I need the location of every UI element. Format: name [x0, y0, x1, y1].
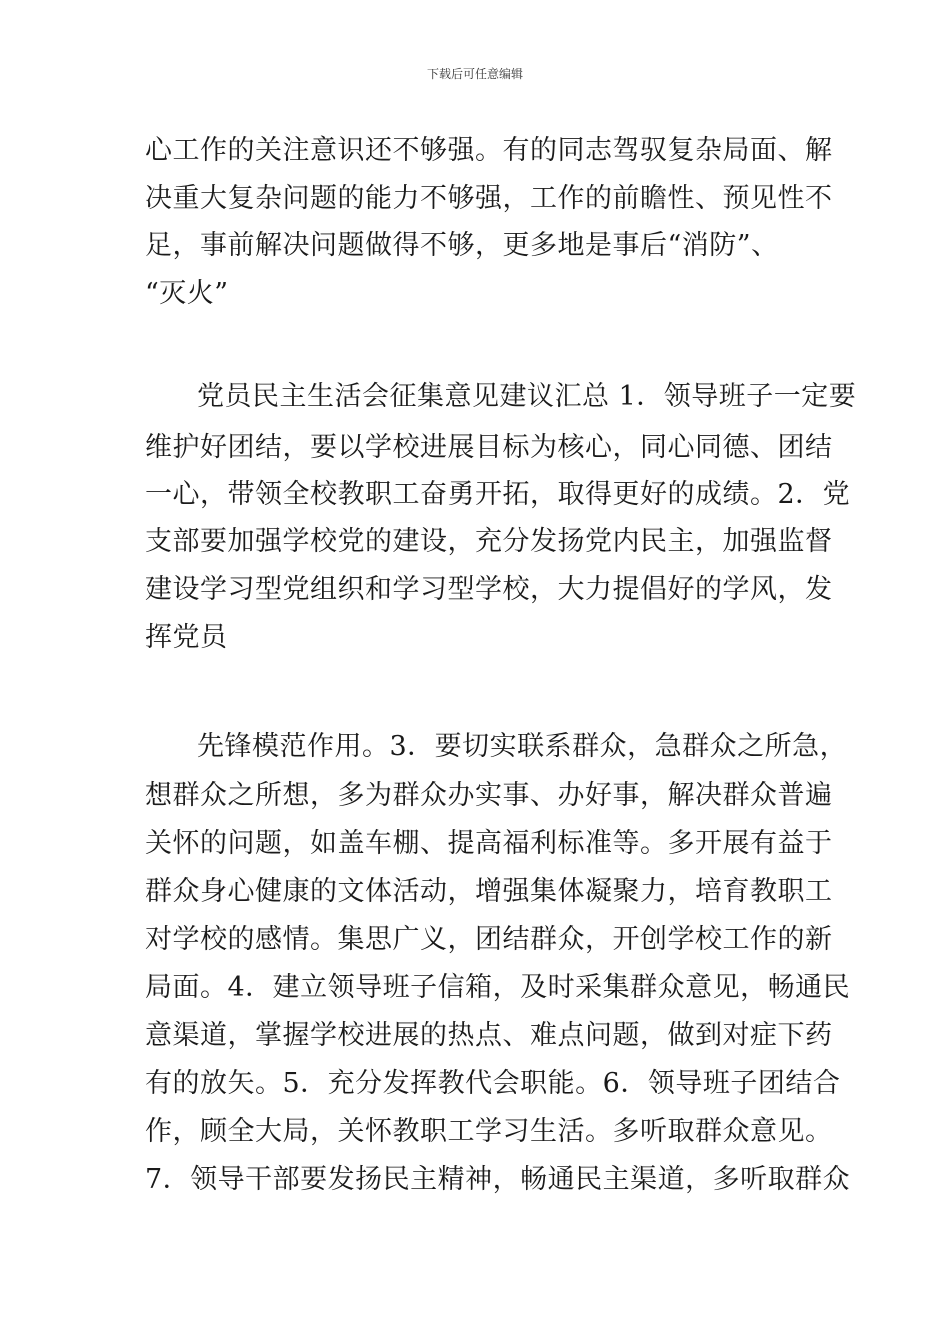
text-line: “灭火”	[145, 278, 229, 309]
text-line: 关怀的问题，如盖车棚、提高福利标准等。多开展有益于	[145, 828, 833, 859]
text-line: 一心，带领全校教职工奋勇开拓，取得更好的成绩。2．党	[145, 479, 851, 510]
text-line: 有的放矢。5．充分发挥教代会职能。6．领导班子团结合	[145, 1068, 841, 1099]
text-line: 党员民主生活会征集意见建议汇总 1．领导班子一定要	[197, 381, 857, 412]
text-line: 想群众之所想，多为群众办实事、办好事，解决群众普遍	[145, 780, 833, 811]
text-line: 心工作的关注意识还不够强。有的同志驾驭复杂局面、解	[145, 135, 833, 166]
text-line: 对学校的感情。集思广义，团结群众，开创学校工作的新	[145, 924, 833, 955]
page-header-note: 下载后可任意编辑	[426, 67, 523, 81]
text-line: 7．领导干部要发扬民主精神，畅通民主渠道，多听取群众	[145, 1164, 851, 1195]
text-line: 支部要加强学校党的建设，充分发扬党内民主，加强监督	[145, 526, 833, 557]
text-line: 局面。4．建立领导班子信箱，及时采集群众意见，畅通民	[145, 972, 851, 1003]
text-line: 建设学习型党组织和学习型学校，大力提倡好的学风，发	[145, 574, 833, 605]
text-line: 决重大复杂问题的能力不够强，工作的前瞻性、预见性不	[145, 183, 833, 214]
text-line: 维护好团结，要以学校进展目标为核心，同心同德、团结	[145, 432, 833, 463]
text-line: 群众身心健康的文体活动，增强集体凝聚力，培育教职工	[145, 876, 833, 907]
text-line: 挥党员	[145, 622, 228, 653]
text-line: 足，事前解决问题做得不够，更多地是事后“消防”、	[145, 230, 779, 261]
text-line: 作，顾全大局，关怀教职工学习生活。多听取群众意见。	[145, 1116, 833, 1147]
text-line: 意渠道，掌握学校进展的热点、难点问题，做到对症下药	[145, 1020, 833, 1051]
text-line: 先锋模范作用。3．要切实联系群众，急群众之所急，	[197, 731, 848, 762]
